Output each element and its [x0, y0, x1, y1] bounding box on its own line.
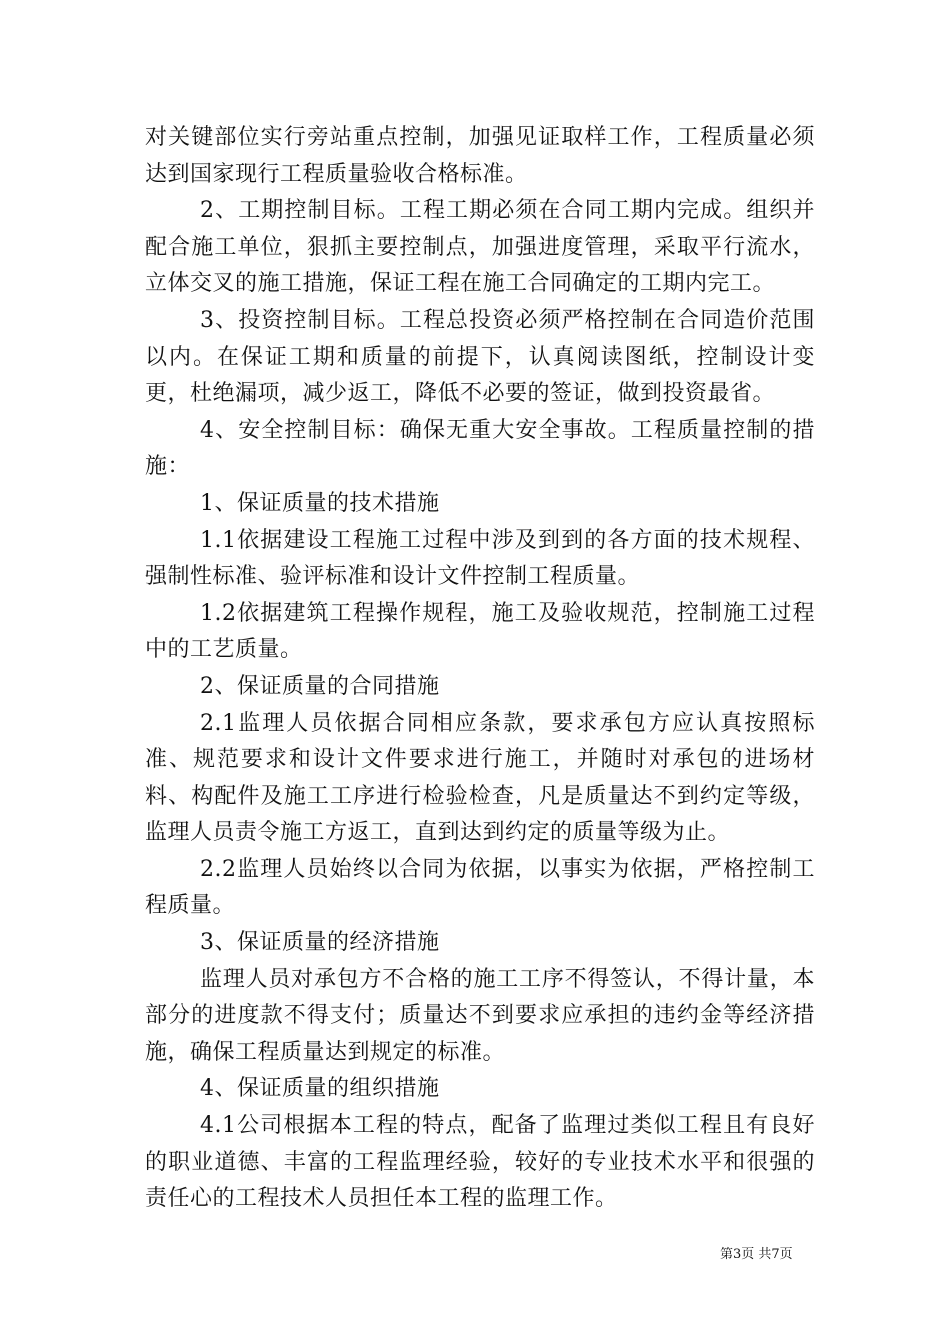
paragraph: 2、工期控制目标。工程工期必须在合同工期内完成。组织并配合施工单位，狠抓主要控制点，加强进度管理，采取平行流水，立体交叉的施工措施，保证工程在施工合同确定的工期内完工。	[145, 198, 815, 297]
document-body	[145, 120, 815, 1218]
paragraph: 3、投资控制目标。工程总投资必须严格控制在合同造价范围以内。在保证工期和质量的前提下，认真阅读图纸，控制设计变更，杜绝漏项，减少返工，降低不必要的签证，做到投资最省。	[145, 307, 815, 407]
page-number-footer: 第3页 共7页	[720, 1247, 793, 1262]
paragraph: 2.2监理人员始终以合同为依据，以事实为依据，严格控制工程质量。	[145, 856, 815, 919]
paragraph: 1.2依据建筑工程操作规程，施工及验收规范，控制施工过程中的工艺质量。	[145, 600, 815, 663]
paragraph: 对关键部位实行旁站重点控制，加强见证取样工作，工程质量必须达到国家现行工程质量验收合格标准。	[145, 125, 815, 187]
paragraph: 2.1监理人员依据合同相应条款，要求承包方应认真按照标准、规范要求和设计文件要求进行施工，并随时对承包的进场材料、构配件及施工工序进行检验检查，凡是质量达不到约定等级，监理人员责令施工方返工，直到达到约定的质量等级为止。	[145, 710, 815, 846]
paragraph: 4.1公司根据本工程的特点，配备了监理过类似工程且有良好的职业道德、丰富的工程监理经验，较好的专业技术水平和很强的责任心的工程技术人员担任本工程的监理工作。	[145, 1113, 815, 1212]
paragraph: 监理人员对承包方不合格的施工工序不得签认，不得计量，本部分的进度款不得支付；质量达不到要求应承担的违约金等经济措施，确保工程质量达到规定的标准。	[145, 966, 815, 1065]
section-heading: 2、保证质量的合同措施	[200, 673, 440, 699]
section-heading: 3、保证质量的经济措施	[200, 930, 440, 956]
section-heading: 1、保证质量的技术措施	[200, 490, 440, 516]
paragraph: 4、安全控制目标：确保无重大安全事故。工程质量控制的措施：	[145, 417, 815, 480]
paragraph: 1.1依据建设工程施工过程中涉及到到的各方面的技术规程、强制性标准、验评标准和设计文件控制工程质量。	[145, 527, 815, 590]
section-heading: 4、保证质量的组织措施	[200, 1076, 440, 1102]
